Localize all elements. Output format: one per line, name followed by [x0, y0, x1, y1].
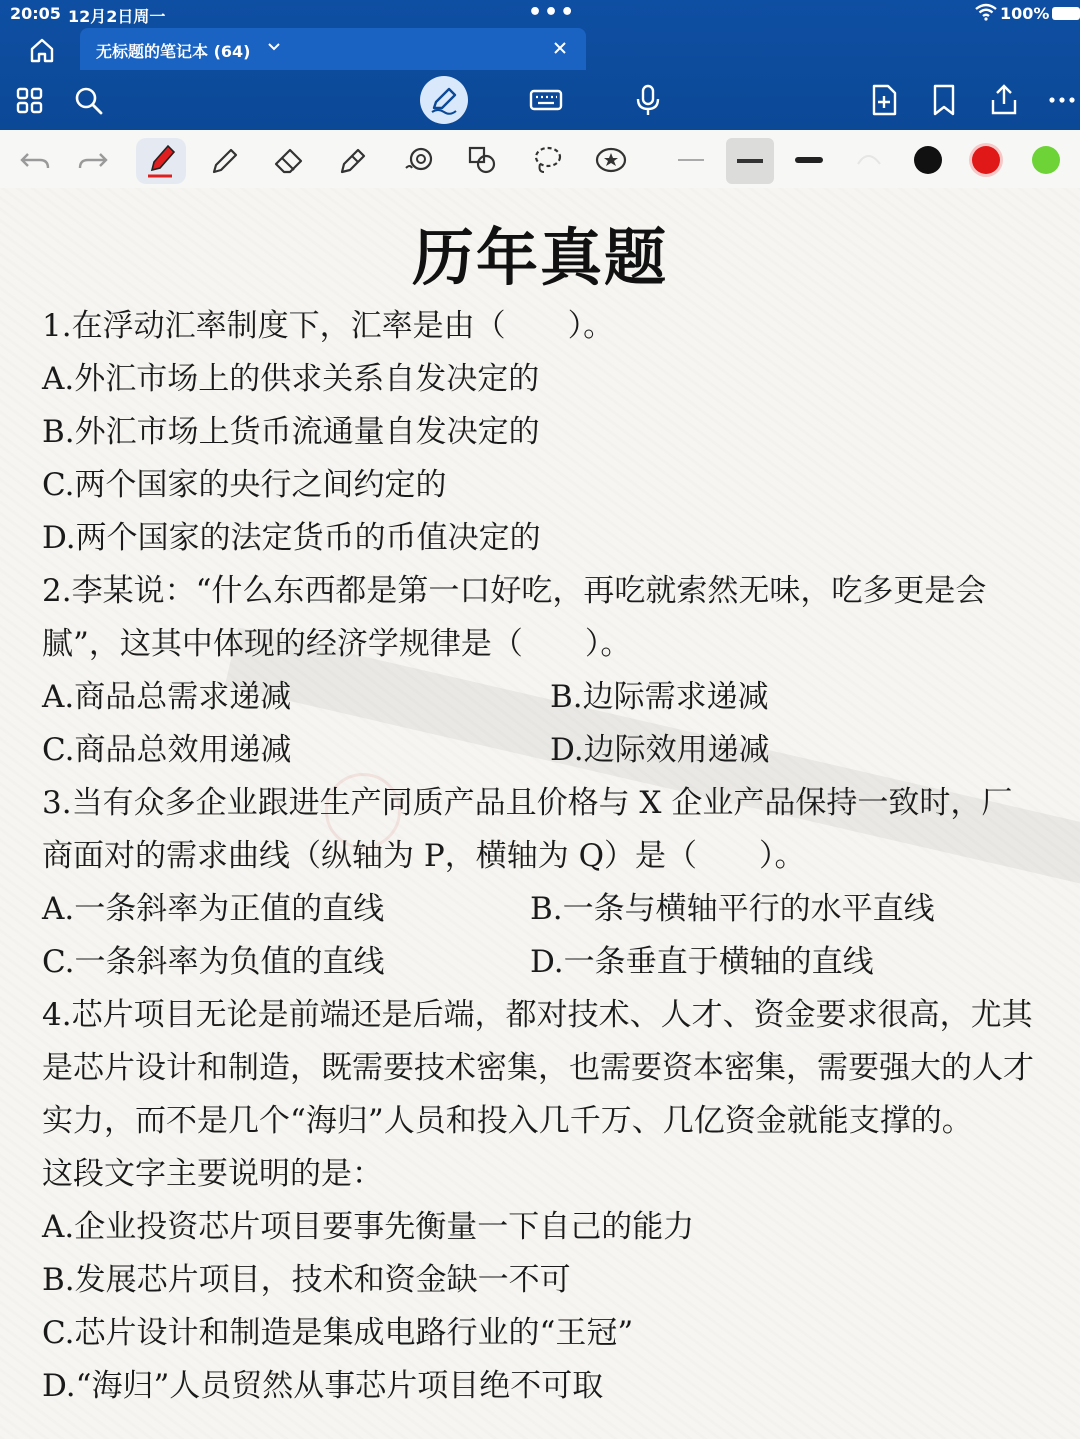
question-4-line-3: 实力，而不是几个“海归”人员和投入几千万、几亿资金就能支撑的。: [42, 1103, 973, 1139]
chevron-down-icon[interactable]: [266, 38, 282, 54]
question-2-line-1: 2.李某说：“什么东西都是第一口好吃，再吃就索然无味，吃多更是会: [42, 573, 987, 609]
notebook-tab-title: 无标题的笔记本 (64): [96, 42, 251, 61]
q4-option-a: A.企业投资芯片项目要事先衡量一下自己的能力: [42, 1209, 695, 1245]
page-title: 历年真题: [411, 221, 668, 294]
status-bar: [0, 0, 1080, 26]
status-time: 20:05: [10, 4, 61, 23]
sticker-icon[interactable]: [594, 144, 628, 176]
lasso-shape-icon[interactable]: [402, 144, 436, 176]
q3-option-a: A.一条斜率为正值的直线: [42, 891, 385, 927]
q4-option-b: B.发展芯片项目，技术和资金缺一不可: [42, 1262, 571, 1298]
q2-option-b: B.边际需求递减: [550, 679, 769, 715]
pen-mode-icon: [428, 84, 460, 116]
redo-icon[interactable]: [76, 144, 110, 176]
more-icon[interactable]: [1044, 82, 1080, 118]
grid-icon[interactable]: [12, 82, 48, 118]
q2-option-d: D.边际效用递减: [550, 732, 770, 768]
microphone-icon[interactable]: [630, 82, 666, 118]
q2-option-c: C.商品总效用递减: [42, 732, 292, 768]
thick-stroke-icon[interactable]: [792, 144, 826, 176]
color-green-swatch[interactable]: [1032, 146, 1060, 174]
multitask-dots-icon[interactable]: •••: [528, 0, 577, 25]
wifi-icon: [975, 3, 997, 21]
q3-option-b: B.一条与横轴平行的水平直线: [530, 891, 935, 927]
q4-option-c: C.芯片设计和制造是集成电路行业的“王冠”: [42, 1315, 634, 1351]
home-icon[interactable]: [22, 34, 62, 66]
medium-stroke-selected[interactable]: [726, 138, 774, 184]
notebook-tab[interactable]: [80, 28, 586, 70]
q1-option-b: B.外汇市场上货币流通量自发决定的: [42, 414, 540, 450]
battery-icon: [1052, 7, 1080, 20]
thin-stroke-icon[interactable]: [674, 144, 708, 176]
question-4-line-1: 4.芯片项目无论是前端还是后端，都对技术、人才、资金要求很高，尤其: [42, 997, 1033, 1033]
q2-option-a: A.商品总需求递减: [42, 679, 292, 715]
undo-icon[interactable]: [18, 144, 52, 176]
search-icon[interactable]: [70, 82, 106, 118]
q3-option-c: C.一条斜率为负值的直线: [42, 944, 385, 980]
question-3-line-2: 商面对的需求曲线（纵轴为 P，横轴为 Q）是（ ）。: [42, 838, 806, 874]
question-4-line-2: 是芯片设计和制造，既需要技术密集，也需要资本密集，需要强大的人才: [42, 1050, 1034, 1086]
q1-option-d: D.两个国家的法定货币的币值决定的: [42, 520, 541, 556]
q3-option-d: D.一条垂直于横轴的直线: [530, 944, 874, 980]
app-header: [0, 0, 1080, 130]
highlighter-icon[interactable]: [336, 144, 370, 176]
question-2-line-2: 腻”，这其中体现的经济学规律是（ ）。: [42, 626, 632, 662]
pen-mode-button[interactable]: [420, 76, 468, 124]
question-3-line-1: 3.当有众多企业跟进生产同质产品且价格与 X 企业产品保持一致时，厂: [42, 785, 1013, 821]
q1-option-a: A.外汇市场上的供求关系自发决定的: [42, 361, 540, 397]
keyboard-icon[interactable]: [528, 82, 564, 118]
pencil-icon[interactable]: [208, 144, 242, 176]
ruler-icon[interactable]: [852, 144, 886, 176]
shapes-icon[interactable]: [466, 144, 500, 176]
pen-tool-selected[interactable]: [136, 138, 186, 184]
color-black-swatch[interactable]: [914, 146, 942, 174]
status-date: 12月2日周一: [68, 7, 166, 26]
add-page-icon[interactable]: [866, 82, 902, 118]
close-icon[interactable]: [552, 40, 568, 56]
color-red-swatch[interactable]: [972, 146, 1000, 174]
note-page[interactable]: [0, 188, 1080, 1439]
share-icon[interactable]: [986, 82, 1022, 118]
q4-option-d: D.“海归”人员贸然从事芯片项目绝不可取: [42, 1368, 604, 1404]
question-1: 1.在浮动汇率制度下，汇率是由（ ）。: [42, 308, 615, 344]
battery-percent: 100%: [1000, 4, 1050, 23]
question-4-line-4: 这段文字主要说明的是：: [42, 1156, 383, 1192]
eraser-icon[interactable]: [272, 144, 306, 176]
bookmark-icon[interactable]: [926, 82, 962, 118]
lasso-icon[interactable]: [530, 144, 564, 176]
pen-icon: [144, 142, 178, 180]
q1-option-c: C.两个国家的央行之间约定的: [42, 467, 447, 503]
medium-stroke-icon: [733, 145, 767, 177]
